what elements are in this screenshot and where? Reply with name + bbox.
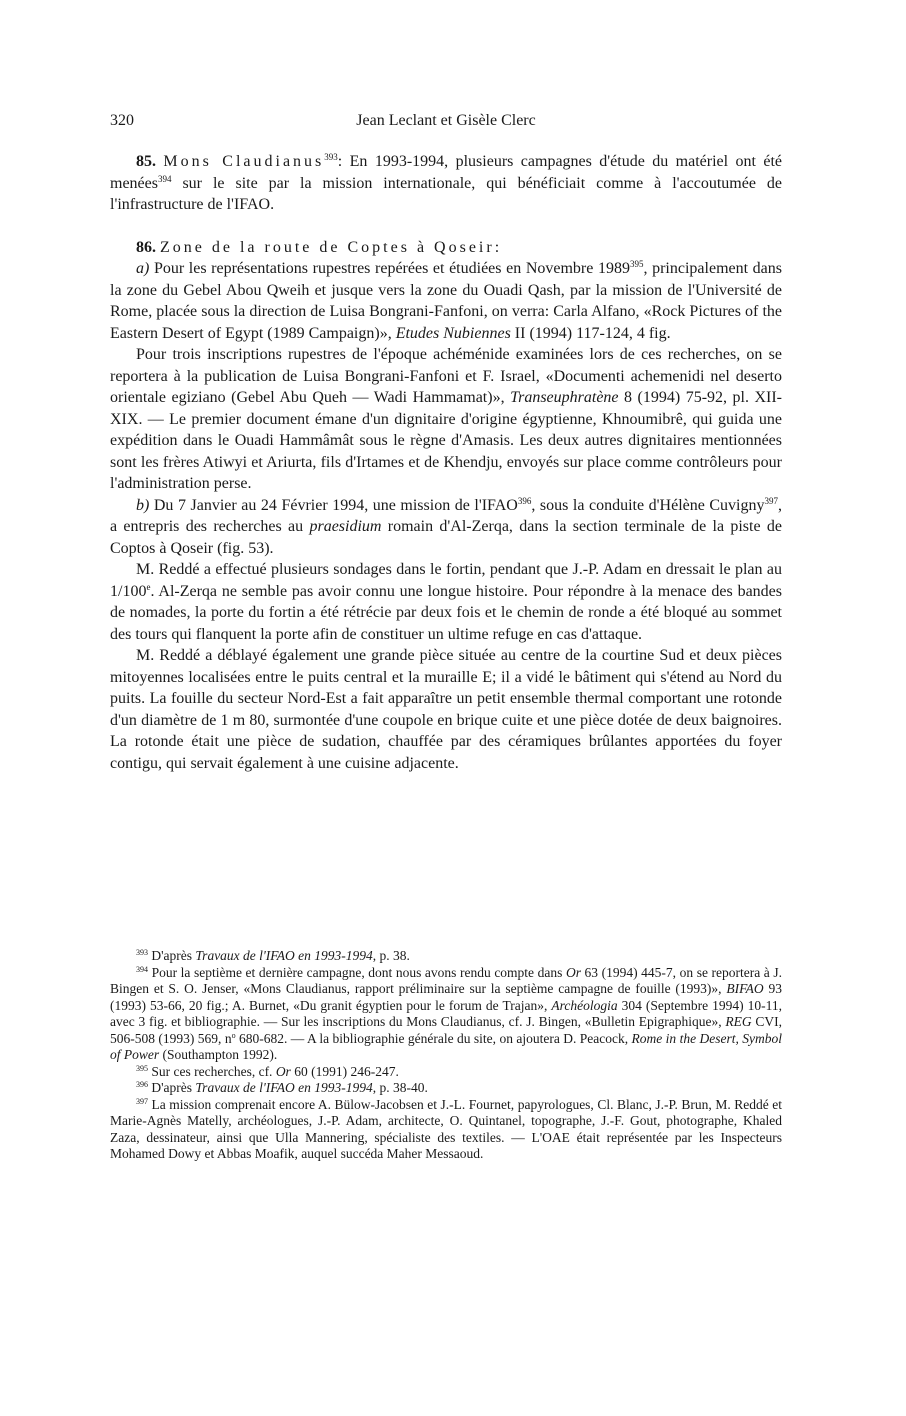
footnote-397: [110, 1097, 782, 1163]
footnote-number: 395: [136, 1063, 148, 1073]
main-text: [110, 151, 782, 774]
italic-title: Etudes Nubiennes: [395, 324, 511, 342]
italic-title: Archéologia: [551, 997, 618, 1013]
section-number: 86.: [136, 238, 156, 256]
footnote-text: CVI, 506-508 (1993) 569, n: [110, 1014, 782, 1046]
section-86-heading: [110, 237, 782, 259]
footnote-393: [110, 948, 782, 965]
footnote-text: 680-682. — A la bibliographie générale du site, on ajoutera D. Peacock,: [235, 1030, 632, 1046]
paragraph-text: romain d'Al-Zerqa, dans la section terminale de la piste de Coptos à Qoseir (fig. 53).: [110, 518, 782, 557]
italic-title: BIFAO: [726, 981, 764, 996]
footnote-text: D'après: [148, 948, 196, 963]
footnote-395: [110, 1064, 782, 1081]
footnote-ref: 396: [517, 495, 532, 506]
italic-title: Travaux de l'IFAO en 1993-1994: [195, 948, 373, 963]
running-title: Jean Leclant et Gisèle Clerc: [356, 112, 536, 129]
page: [110, 112, 782, 774]
paragraph-text: , a entrepris des recherches au: [110, 496, 783, 535]
footnote-ref: 393: [324, 152, 338, 162]
page-number: 320: [110, 112, 134, 129]
italic-title: Or: [565, 964, 581, 980]
italic-term: praesidium: [309, 518, 382, 535]
ordinal-superscript: o: [231, 1030, 236, 1040]
italic-title: Or: [275, 1063, 291, 1079]
paragraph-text: : En 1993-1994, plusieurs campagnes d'étude du matériel ont été menées: [110, 153, 783, 192]
section-title: Mons Claudianus: [163, 153, 325, 170]
footnote-number: 394: [136, 964, 148, 974]
footnote-ref: 394: [157, 173, 172, 184]
footnote-number: 396: [136, 1080, 148, 1089]
item-label: b): [136, 496, 150, 514]
paragraph-text: 8 (1994) 75-92, pl. XII-XIX. — Le premier document émane d'un dignitaire d'origine égyptienne, Khnoumibrê, qui guida une expédition dans le Ouadi Hammâmât sous le règne d'Amasis. Les deux autres dignitaires mentionnées sont les frères Atiwyi et Ariurta, fils d'Irtames et de Khendju, envoyés sur place comme contrôleurs pour l'administration perse.: [110, 389, 782, 492]
paragraph-deblaye: M. Reddé a déblayé également une grande pièce située au centre de la courtine Sud et deux pièces mitoyennes localisées entre le puits central et la muraille E; il a vidé le bâtiment qui s'étend au Nord du puits. La fouille du secteur Nord-Est a fait apparaître un petit ensemble thermal comportant une rotonde d'un diamètre de 1 m 80, surmontée d'une coupole en brique cuite et une pièce dotée de deux baignoires. La rotonde était une pièce de sudation, chauffée par des céramiques brûlantes apportées du foyer contigu, qui servait également à une cuisine adjacente.: [110, 647, 782, 772]
page-header: [110, 112, 782, 142]
paragraph-text: , sous la conduite d'Hélène Cuvigny: [531, 496, 765, 514]
footnotes: [110, 948, 782, 1163]
paragraph-text: Du 7 Janvier au 24 Février 1994, une mission de l'IFAO: [149, 496, 518, 514]
paragraph-inscriptions: [110, 344, 782, 495]
footnote-text: 60 (1991) 246-247.: [290, 1063, 399, 1079]
section-85: [110, 151, 782, 216]
footnote-ref: 397: [764, 495, 779, 506]
footnote-text: La mission comprenait encore A. Bülow-Jacobsen et J.-L. Fournet, papyrologues, Cl. Blanc, J.-P. Brun, M. Reddé et Marie-Agnès Matelly, archéologues, J.-P. Adam, architecte, O. Quintanel, topographe, J.-F. Gout, photographe, Khaled Zaza, dessinateur, ainsi que Ulla Mannering, spécialiste des textiles. — L'OAE était représentée par les Inspecteurs Mohamed Dowy et Abbas Moafik, auquel succéda Maher Messaoud.: [110, 1096, 782, 1161]
footnote-396: [110, 1080, 782, 1097]
italic-title: Transeuphratène: [510, 389, 619, 406]
paragraph-text: Pour trois inscriptions rupestres de l'époque achéménide examinées lors de ces recherches, on se reportera à la publication de Luisa Bongrani-Fanfoni et F. Israel, «Documenti achemenidi nel deserto orientale egiziano (Gebel Abu Queh — Wadi Hammamat)»,: [110, 346, 782, 406]
paragraph-text: . Al-Zerqa ne semble pas avoir connu une longue histoire. Pour répondre à la menace des bandes de nomades, la porte du fortin a été rétrécie par deux fois et le chemin de ronde a été bloqué au sommet des tours qui flanquent la porte afin de constituer un ultime refuge en cas d'attaque.: [110, 582, 782, 643]
footnote-text: , p. 38.: [372, 948, 410, 963]
paragraph-text: II (1994) 117-124, 4 fig.: [510, 324, 671, 342]
paragraph-sondages: [110, 559, 782, 645]
footnote-text: 304 (Septembre 1994) 10-11, avec 3 fig. et bibliographie. — Sur les inscriptions du Mons Claudianus, cf. J. Bingen, «Bulletin Epigraphique»,: [110, 997, 782, 1029]
paragraph-b: [110, 495, 782, 560]
paragraph-a: [110, 258, 782, 344]
italic-title: Rome in the Desert, Symbol of Power: [110, 1030, 782, 1062]
footnote-text: (Southampton 1992).: [159, 1047, 278, 1062]
footnote-text: 93 (1993) 53-66, 20 fig.; A. Burnet, «Du granit égyptien pour le forum de Trajan»,: [110, 981, 782, 1013]
footnote-text: D'après: [148, 1080, 196, 1095]
item-label: a): [136, 260, 150, 277]
footnote-number: 397: [136, 1096, 148, 1106]
paragraph-text: M. Reddé a effectué plusieurs sondages dans le fortin, pendant que J.-P. Adam en dressait le plan au 1/100: [110, 561, 782, 600]
section-number: 85.: [136, 153, 156, 170]
paragraph-text: , principalement dans la zone du Gebel Abou Qweih et jusque vers la zone du Ouadi Qash, par la mission de l'Université de Rome, placée sous la direction de Luisa Bongrani-Fanfoni, on verra: Carla Alfano, «Rock Pictures of the Eastern Desert of Egypt (1989 Campaign)»,: [110, 260, 783, 342]
section-title: Zone de la route de Coptes à Qoseir:: [160, 238, 503, 256]
footnote-ref: 395: [629, 259, 644, 269]
paragraph-text: Pour les représentations rupestres repérées et étudiées en Novembre 1989: [149, 260, 630, 277]
footnote-number: 393: [136, 948, 148, 957]
footnote-text: Pour la septième et dernière campagne, dont nous avons rendu compte dans: [148, 964, 566, 980]
italic-title: REG: [725, 1014, 752, 1029]
paragraph-text: sur le site par la mission internationale, qui bénéficiait comme à l'accoutumée de l'infrastructure de l'IFAO.: [110, 174, 782, 213]
italic-title: Travaux de l'IFAO en 1993-1994: [195, 1080, 373, 1095]
footnote-text: 63 (1994) 445-7, on se reportera à J. Bingen et S. O. Jenser, «Mons Claudianus, rapport préliminaire sur la septième campagne de fouille (1993)»,: [110, 964, 782, 996]
footnote-text: Sur ces recherches, cf.: [148, 1063, 276, 1079]
ordinal-superscript: e: [146, 581, 151, 592]
footnote-text: , p. 38-40.: [372, 1080, 428, 1095]
footnote-394: [110, 965, 782, 1064]
